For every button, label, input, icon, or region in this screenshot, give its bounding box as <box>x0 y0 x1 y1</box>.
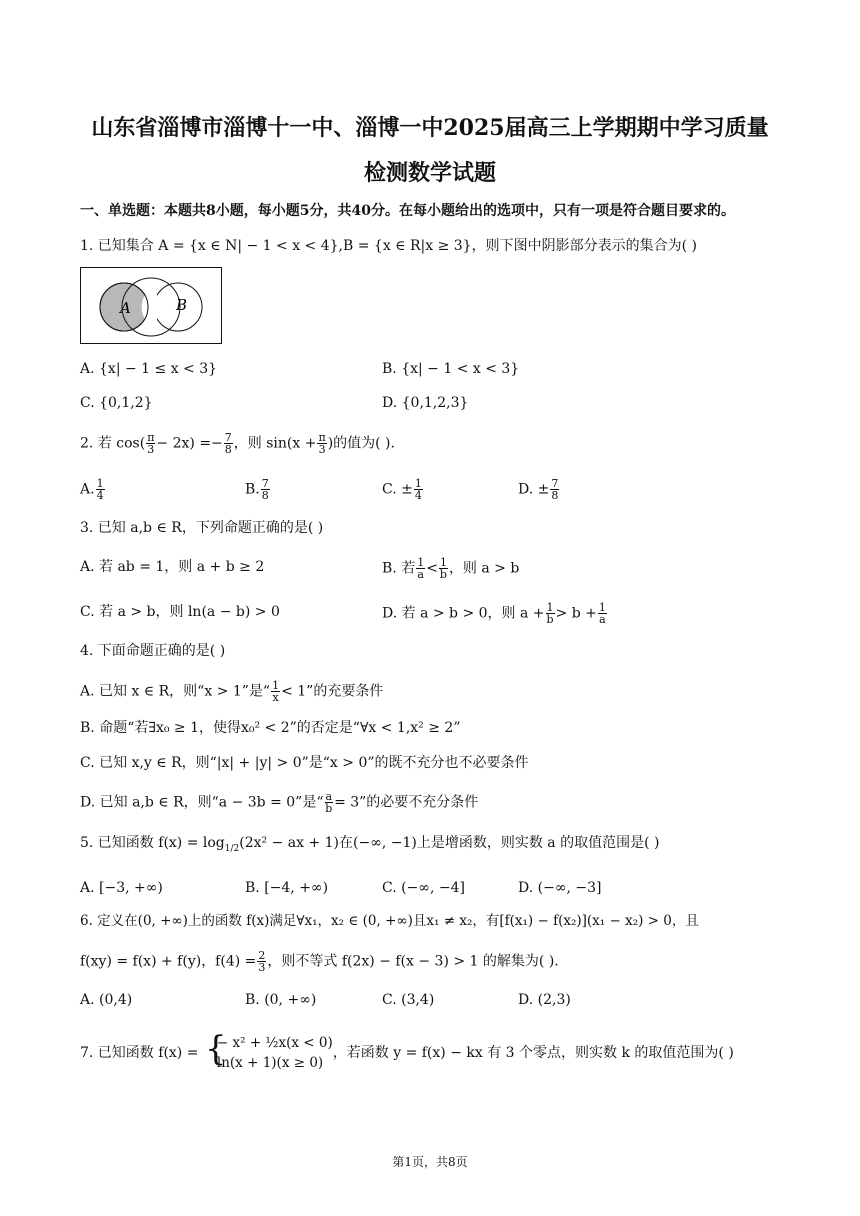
q4-option-b: B. 命题“若∃x₀ ≥ 1，使得x₀² < 2”的否定是“∀x < 1,x² ≥ 2” <box>80 720 461 736</box>
exam-title-line2: 检测数学试题 <box>363 160 496 186</box>
q4-option-c: C. 已知 x,y ∈ R，则“|x| + |y| > 0”是“x > 0”的既不充分也不必要条件 <box>80 755 529 771</box>
q4-option-a: A. 已知 x ∈ R，则“x > 1”是“ $\frac{1}{x}$ < 1”的充要条件 <box>80 679 384 704</box>
q2-option-d: D. ± $\frac{7}{8}$ <box>518 477 559 502</box>
q2-option-b: B. $\frac{7}{8}$ <box>245 477 269 502</box>
q1-option-d: D. {0,1,2,3} <box>382 395 469 411</box>
q2-option-a: A. $\frac{1}{4}$ <box>80 477 104 502</box>
q5-option-a: A. [−3, +∞) <box>80 880 163 896</box>
q3-option-c: C. 若 a > b，则 ln(a − b) > 0 <box>80 604 280 620</box>
q6-stem-line2: f(xy) = f(x) + f(y)，f(4) = $\frac{2}{3}$ ，则不等式 f(2x) − f(x − 3) > 1 的解集为( ). <box>80 949 559 974</box>
q2-stem: 2. 若 cos( $\frac{\pi}{3}$ − 2x) =− $\frac{7}{8}$ ，则 sin(x + $\frac{\pi}{3}$ )的值为( ). <box>80 431 395 456</box>
page-footer: 第1页，共8页 <box>392 1155 468 1169</box>
q3-option-a: A. 若 ab = 1，则 a + b ≥ 2 <box>80 559 265 575</box>
q6-option-b: B. (0, +∞) <box>245 992 317 1008</box>
q5-option-c: C. (−∞, −4] <box>382 880 465 896</box>
q1-option-a: A. {x| − 1 ≤ x < 3} <box>80 361 218 377</box>
exam-title-line1: 山东省淄博市淄博十一中、淄博一中2025届高三上学期期中学习质量 <box>91 115 769 141</box>
q2-option-c: C. ± $\frac{1}{4}$ <box>382 477 422 502</box>
q3-stem: 3. 已知 a,b ∈ R，下列命题正确的是( ) <box>80 520 324 536</box>
q5-stem: 5. 已知函数 $f(x) = \log_{1/2}(2x^2$ − ax + 1)在(−∞, −1)上是增函数，则实数 a 的取值范围是( ) <box>80 835 660 854</box>
piecewise-function: { − x² + ½x(x < 0) ln(x + 1)(x ≥ 0) <box>213 1033 333 1073</box>
q6-option-d: D. (2,3) <box>518 992 571 1008</box>
q3-option-d: D. 若 a > b > 0，则 a + $\frac{1}{b}$ > b + $\frac{1}{a}$ <box>382 601 606 626</box>
q1-stem: 1. 已知集合 A = {x ∈ N| − 1 < x < 4},B = {x ∈ R|x ≥ 3}，则下图中阴影部分表示的集合为( ) <box>80 238 697 254</box>
venn-label-b: B <box>176 296 188 314</box>
q6-option-c: C. (3,4) <box>382 992 435 1008</box>
q3-option-b: B. 若 $\frac{1}{a}$ < $\frac{1}{b}$ ，则 a > b <box>382 556 520 581</box>
q1-option-c: C. {0,1,2} <box>80 395 153 411</box>
q6-option-a: A. (0,4) <box>80 992 133 1008</box>
q6-stem-line1: 6. 定义在(0, +∞)上的函数 f(x)满足∀x₁，x₂ ∈ (0, +∞)且x₁ ≠ x₂，有[f(x₁) − f(x₂)](x₁ − x₂) > 0，且 <box>80 913 699 929</box>
q7-stem: 7. 已知函数 f(x) = { − x² + ½x(x < 0) ln(x + 1)(x ≥ 0) ，若函数 y = f(x) − kx 有 3 个零点，则实数 k 的取值范围为( ) <box>80 1033 734 1073</box>
q4-stem: 4. 下面命题正确的是( ) <box>80 643 226 659</box>
venn-label-a: A <box>120 299 131 317</box>
q5-option-b: B. [−4, +∞) <box>245 880 329 896</box>
q4-option-d: D. 已知 a,b ∈ R，则“a − 3b = 0”是“ $\frac{a}{b}$ = 3”的必要不充分条件 <box>80 790 479 815</box>
section-heading: 一、单选题：本题共8小题，每小题5分，共40分。在每小题给出的选项中，只有一项是符合题目要求的。 <box>80 203 735 219</box>
q1-option-b: B. {x| − 1 < x < 3} <box>382 361 520 377</box>
venn-diagram <box>80 267 222 344</box>
q5-option-d: D. (−∞, −3] <box>518 880 602 896</box>
